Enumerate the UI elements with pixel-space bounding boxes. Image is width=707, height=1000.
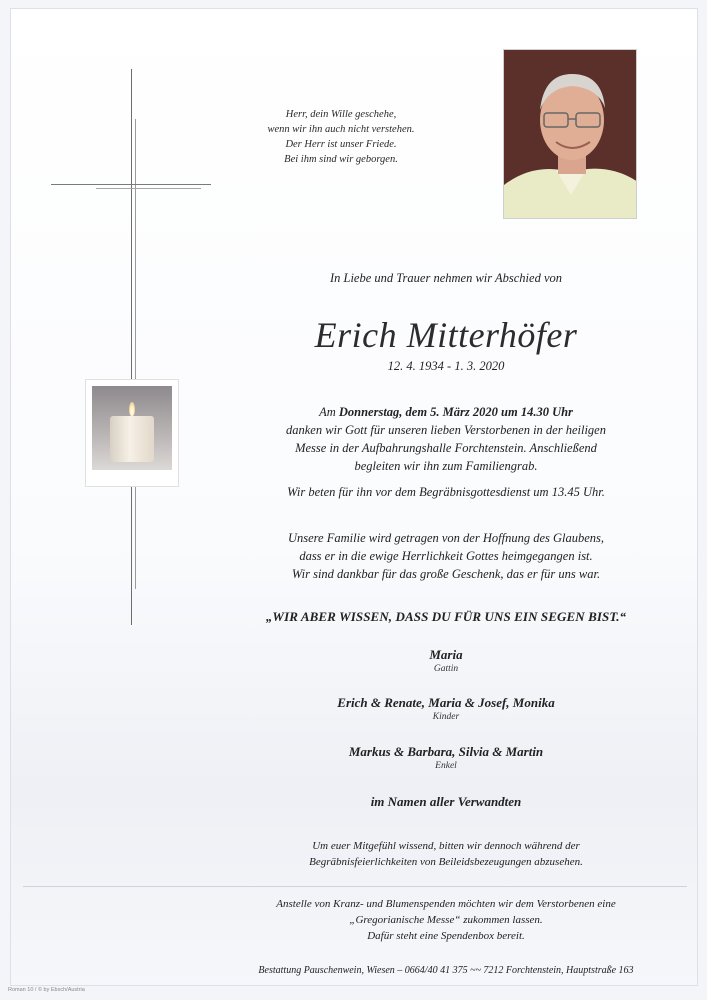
mourner-role: Gattin bbox=[433, 664, 459, 674]
undertaker-info: Bestattung Pauschenwein, Wiesen – 0664/40 41 375 ~~ 7212 Forchtenstein, Hauptstraße 163 bbox=[258, 965, 634, 976]
faith-line: Wir sind dankbar für das große Geschenk, das er für uns war. bbox=[291, 567, 601, 581]
mourner-group bbox=[221, 695, 671, 722]
mourner-names: im Namen aller Verwandten bbox=[370, 794, 522, 809]
donation-line: Dafür steht eine Spendenbox bereit. bbox=[367, 930, 525, 942]
candle-icon bbox=[85, 379, 179, 487]
poem-line: Der Herr ist unser Friede. bbox=[285, 139, 397, 150]
footer-note: Roman 10 / © by Ebsch/Austria bbox=[8, 987, 85, 993]
condolence-line: Begräbnisfeierlichkeiten von Beileidsbezeugungen abzusehen. bbox=[309, 856, 583, 868]
faith-line: Unsere Familie wird getragen von der Hoffnung des Glaubens, bbox=[287, 531, 605, 545]
portrait-photo bbox=[503, 49, 637, 219]
poem-line: wenn wir ihn auch nicht verstehen. bbox=[267, 124, 415, 135]
poem bbox=[226, 107, 456, 167]
divider bbox=[23, 886, 687, 887]
funeral-date-time: Donnerstag, dem 5. März 2020 um 14.30 Uhr bbox=[338, 405, 573, 419]
donation-line: „Gregorianische Messe“ zukommen lassen. bbox=[349, 914, 543, 926]
faith-line: dass er in die ewige Herrlichkeit Gottes heimgegangen ist. bbox=[299, 549, 593, 563]
deceased-name: Erich Mitterhöfer bbox=[314, 315, 578, 355]
mourner-names: Markus & Barbara, Silvia & Martin bbox=[348, 744, 544, 759]
funeral-line: begleiten wir ihn zum Familiengrab. bbox=[354, 459, 538, 473]
mourner-group bbox=[221, 647, 671, 674]
mourner-names: Erich & Renate, Maria & Josef, Monika bbox=[337, 695, 555, 710]
prayer-info: Wir beten für ihn vor dem Begräbnisgottesdienst um 13.45 Uhr. bbox=[287, 485, 605, 499]
condolence-line: Um euer Mitgefühl wissend, bitten wir dennoch während der bbox=[312, 840, 580, 852]
life-dates: 12. 4. 1934 - 1. 3. 2020 bbox=[387, 359, 505, 373]
poem-line: Herr, dein Wille geschehe, bbox=[285, 109, 397, 120]
mourner-role: Enkel bbox=[435, 761, 457, 771]
mourner-names: Maria bbox=[429, 647, 463, 662]
mourner-role: Kinder bbox=[432, 712, 460, 722]
mourner-group bbox=[221, 744, 671, 771]
donation-line: Anstelle von Kranz- und Blumenspenden möchten wir dem Verstorbenen eine bbox=[276, 898, 616, 910]
obituary-sheet bbox=[10, 8, 698, 986]
condolence-note bbox=[221, 838, 671, 870]
funeral-line: danken wir Gott für unseren lieben Verstorbenen in der heiligen bbox=[286, 423, 606, 437]
funeral-prefix: Am bbox=[319, 405, 336, 419]
funeral-line: Messe in der Aufbahrungshalle Forchtenstein. Anschließend bbox=[295, 441, 597, 455]
poem-line: Bei ihm sind wir geborgen. bbox=[284, 154, 398, 165]
faith-text bbox=[221, 529, 671, 583]
intro-text: In Liebe und Trauer nehmen wir Abschied von bbox=[329, 271, 563, 285]
mourner-group bbox=[221, 794, 671, 810]
donation-note bbox=[221, 896, 671, 944]
funeral-info bbox=[221, 403, 671, 475]
quote: „WIR ABER WISSEN, DASS DU FÜR UNS EIN SEGEN BIST.“ bbox=[265, 609, 627, 624]
